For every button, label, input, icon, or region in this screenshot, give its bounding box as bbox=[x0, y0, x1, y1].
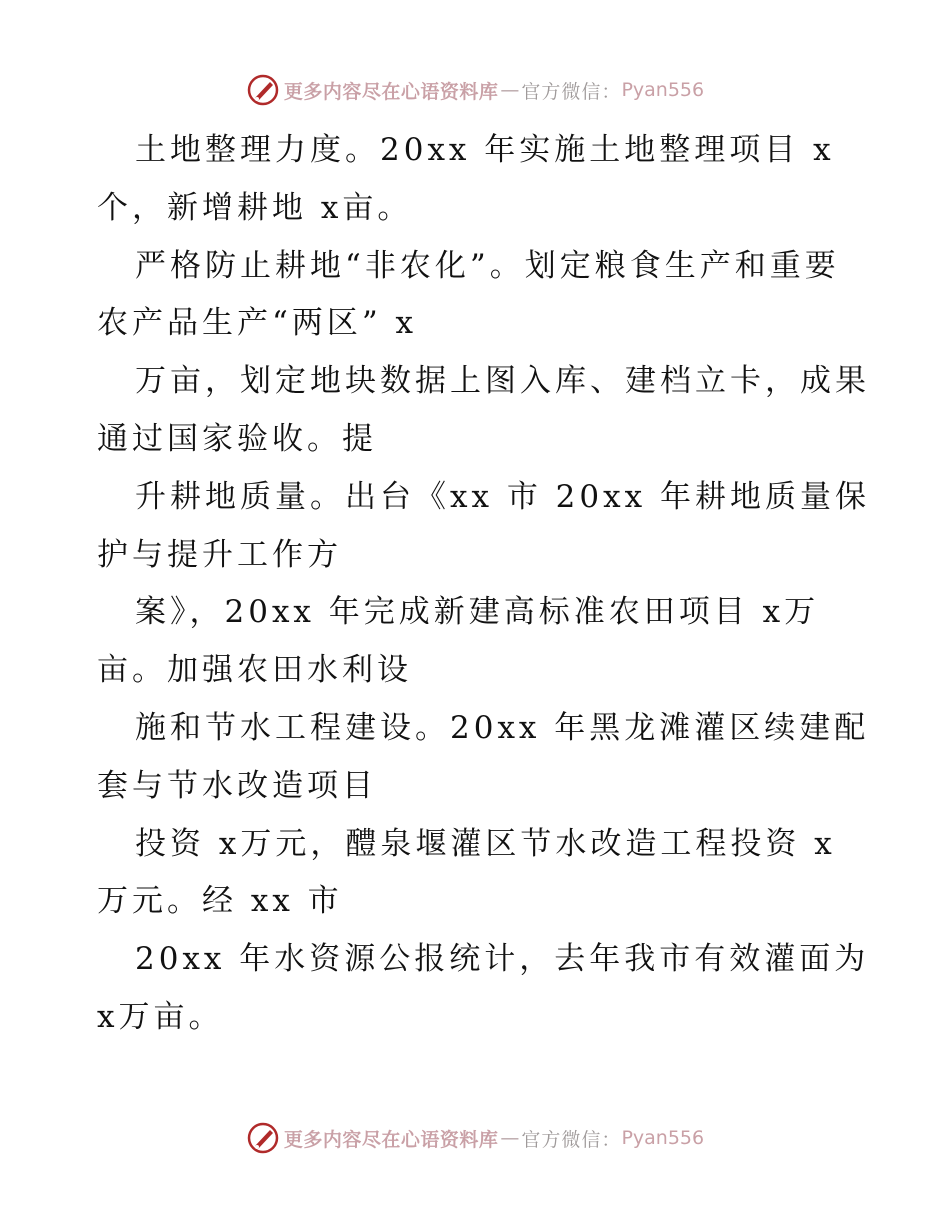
text-line: 严格防止耕地“非农化”。划定粮食生产和重要 bbox=[135, 247, 840, 284]
banner-label: 官方微信： bbox=[521, 80, 622, 103]
text-line: 通过国家验收。提 bbox=[97, 420, 377, 457]
banner-dash: — bbox=[500, 1127, 520, 1149]
banner-label: 官方微信： bbox=[521, 1128, 622, 1151]
text-line: 万亩，划定地块数据上图入库、建档立卡，成果 bbox=[135, 363, 870, 400]
text-line: 套与节水改造项目 bbox=[97, 767, 377, 804]
text-line: 投资 x万元，醴泉堰灌区节水改造工程投资 x bbox=[135, 825, 836, 862]
text-line: 个，新增耕地 x亩。 bbox=[97, 189, 413, 226]
text-line: 万元。经 xx 市 bbox=[97, 883, 343, 920]
text-line: 案》，20xx 年完成新建高标准农田项目 x万 bbox=[135, 594, 820, 631]
text-line: x万亩。 bbox=[97, 998, 224, 1035]
text-line: 土地整理力度。20xx 年实施土地整理项目 x bbox=[135, 132, 835, 168]
document-body bbox=[97, 122, 870, 1047]
banner-account: Pyan556 bbox=[621, 1127, 705, 1149]
banner-text: 更多内容尽在心语资料库 bbox=[283, 80, 499, 103]
banner-dash: — bbox=[500, 79, 520, 101]
banner-text: 更多内容尽在心语资料库 bbox=[283, 1128, 499, 1151]
text-line: 亩。加强农田水利设 bbox=[97, 652, 412, 689]
pen-logo-icon bbox=[246, 1121, 280, 1155]
pen-logo-icon bbox=[246, 73, 280, 107]
banner-account: Pyan556 bbox=[621, 79, 705, 101]
text-line: 20xx 年水资源公报统计，去年我市有效灌面为 bbox=[135, 941, 870, 978]
text-line: 农产品生产“两区” x bbox=[97, 305, 418, 342]
text-line: 施和节水工程建设。20xx 年黑龙滩灌区续建配 bbox=[135, 709, 870, 746]
header-banner bbox=[0, 70, 950, 110]
footer-banner bbox=[0, 1118, 950, 1158]
text-line: 升耕地质量。出台《xx 市 20xx 年耕地质量保 bbox=[135, 478, 870, 515]
text-line: 护与提升工作方 bbox=[97, 536, 342, 573]
